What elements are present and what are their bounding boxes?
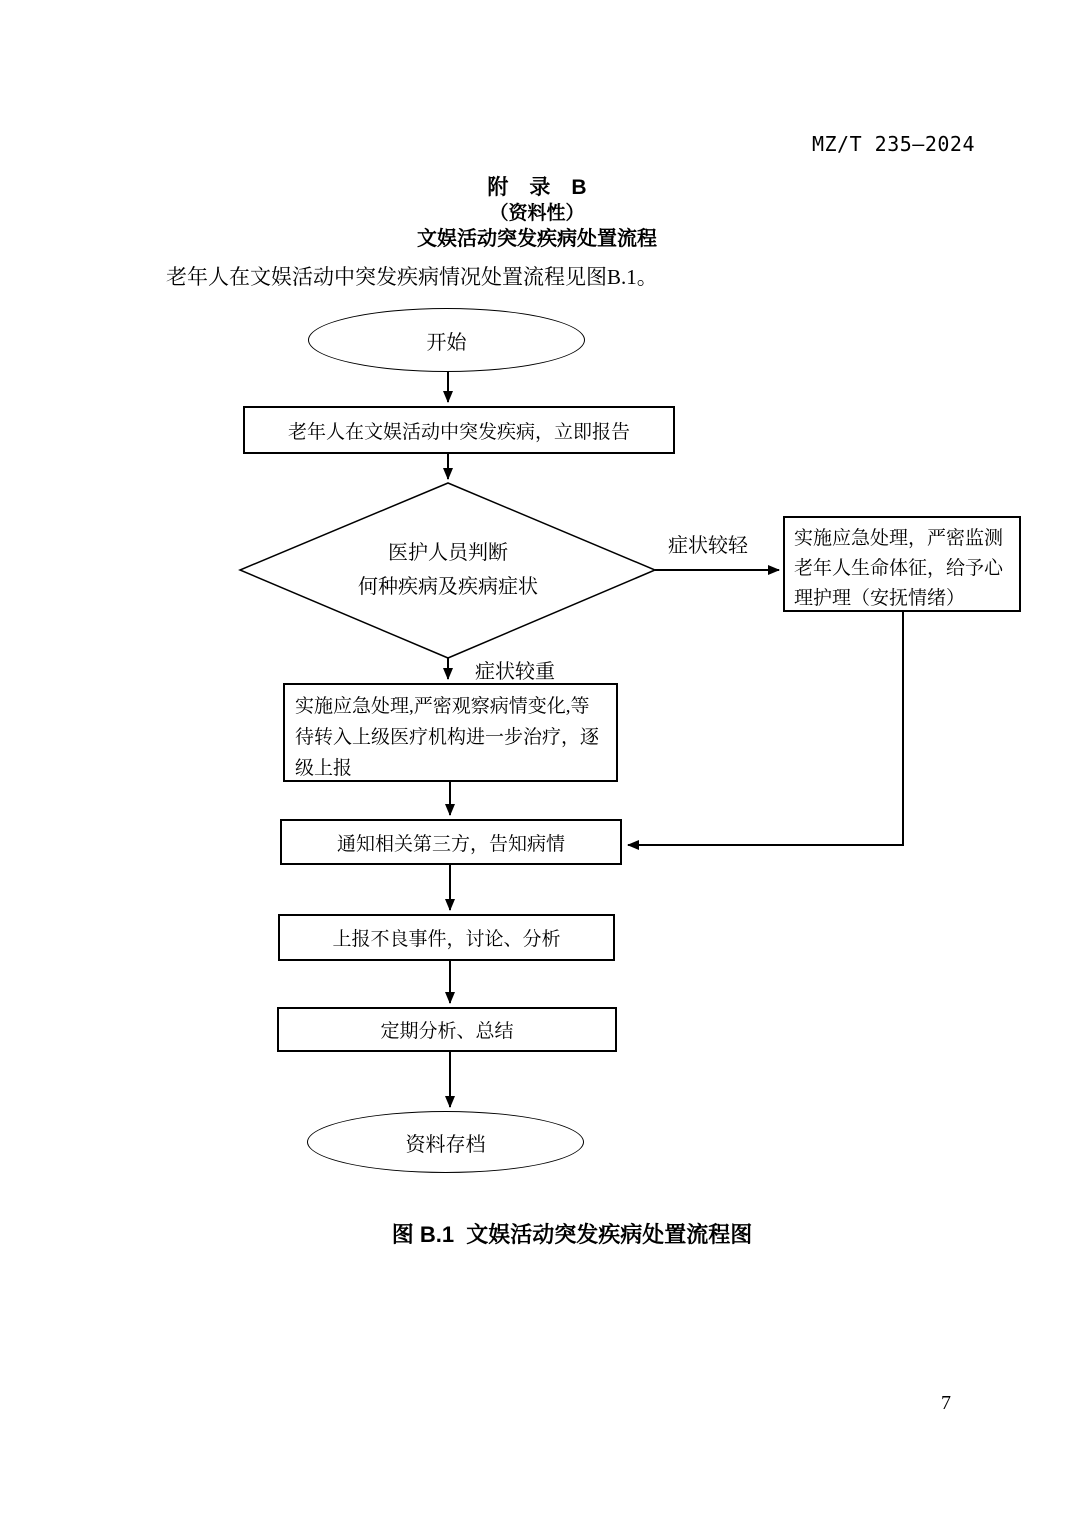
appendix-type: （资料性）: [489, 203, 585, 224]
flow-end-ellipse: 资料存档: [307, 1111, 584, 1173]
decision-line-1: 医护人员判断: [388, 542, 508, 564]
flow-notify-box: 通知相关第三方，告知病情: [280, 819, 622, 865]
connector-mild-to-notify: [628, 612, 903, 845]
appendix-label: 附 录 B: [487, 176, 587, 199]
figure-caption: 图 B.1 文娱活动突发疾病处置流程图: [391, 1222, 753, 1247]
intro-paragraph: 老年人在文娱活动中突发疾病情况处置流程见图B.1。: [166, 265, 658, 289]
page-number: 7: [941, 1392, 951, 1414]
severe-action-line-2: 待转入上级医疗机构进一步治疗，逐: [295, 727, 600, 748]
flow-decision-text: [288, 536, 608, 604]
mild-action-line-2: 老年人生命体征，给予心: [794, 558, 1004, 579]
standard-code: MZ/T 235—2024: [811, 132, 975, 156]
flow-report-box: 老年人在文娱活动中突发疾病，立即报告: [243, 406, 675, 454]
branch-label-severe: 症状较重: [475, 661, 555, 683]
branch-label-mild: 症状较轻: [668, 535, 748, 557]
severe-action-line-3: 级上报: [295, 758, 353, 779]
mild-action-line-3: 理护理（安抚情绪）: [794, 588, 966, 609]
severe-action-line-1: 实施应急处理,严密观察病情变化,等: [295, 696, 590, 717]
flow-severe-action-box: [283, 683, 618, 782]
appendix-heading: 文娱活动突发疾病处置流程: [417, 228, 657, 250]
flow-mild-action-box: [783, 516, 1021, 612]
flow-periodic-summary-box: 定期分析、总结: [277, 1007, 617, 1052]
flow-adverse-event-box: 上报不良事件，讨论、分析: [278, 914, 615, 961]
mild-action-line-1: 实施应急处理，严密监测: [794, 528, 1004, 549]
decision-line-2: 何种疾病及疾病症状: [358, 576, 538, 598]
flow-start-ellipse: 开始: [308, 308, 585, 372]
